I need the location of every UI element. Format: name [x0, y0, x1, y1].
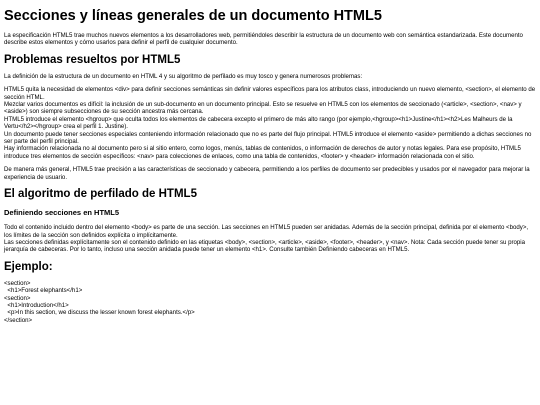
problem-line: Mezclar varios documentos es difícil: la inclusión de un sub-documento en un documento principal. Esto se resuelve en HTML5 con los elementos de seccionado (<article>, <section>, <nav> y <aside>) son siempre subsecciones de su sección ancestra más cercana. [4, 101, 522, 116]
subheading-defining-sections: Definiendo secciones en HTML5 [4, 208, 120, 218]
problem-line: HTML5 introduce el elemento <hgroup> que oculta todos los elementos de cabecera excepto el primero de más alto rango (por ejemplo,<hgroup><h1>Justine</h1><h2>Les Malheurs de la Vertu</h2></hgroup> crea el perfil 1. Justine). [4, 115, 513, 131]
section-heading-example: Ejemplo: [4, 260, 53, 273]
problems-list-paragraph [4, 86, 536, 160]
section-heading-problems: Problemas resueltos por HTML5 [4, 53, 181, 66]
code-line: <section> [4, 294, 31, 302]
code-line: </section> [4, 316, 33, 324]
code-line: <section> [4, 279, 31, 287]
problem-line: Un documento puede tener secciones especiales conteniendo información relacionado que no es parte del flujo principal. HTML5 introduce el elemento <aside> permitiendo a dichas secciones no ser parte del perfil principal. [4, 130, 532, 146]
section-heading-algorithm: El algoritmo de perfilado de HTML5 [4, 188, 197, 201]
code-line: <h1>Introduction</h1> [4, 301, 69, 309]
page-title: Secciones y líneas generales de un documento HTML5 [4, 8, 382, 24]
algorithm-paragraph [4, 224, 536, 254]
code-line: <h1>Forest elephants</h1> [4, 287, 83, 295]
problems-summary-paragraph: De manera más general, HTML5 trae precisión a las características de seccionado y cabecera, permitiendo a los perfiles de documento ser predecibles y usados por el navegador para mejorar la experiencia de usuario. [4, 166, 530, 181]
problem-line: Hay información relacionada no al documento pero si al sitio entero, como logos, menús, tablas de contenidos, o información de derechos de autor y notas legales. Para ese propósito, HTML5 introduce tres elementos de sección específicos: <nav> para colecciones de enlaces, como una tabla de contenidos, <footer> y <header> información relacionada con el sitio. [4, 145, 521, 160]
intro-paragraph: La especificación HTML5 trae muchos nuevos elementos a los desarrolladores web, permitiéndoles describir la estructura de un documento web con semántica estandarizada. Este documento describe estos elementos y cómo usarlos para definir el perfil de cualquier documento. [4, 32, 523, 47]
code-example [4, 280, 536, 324]
problems-intro-paragraph: La definición de la estructura de un documento en HTML 4 y su algoritmo de perfilado es muy tosco y genera numerosos problemas: [4, 72, 363, 80]
algorithm-line: Todo el contenido incluido dentro del elemento <body> es parte de una sección. Las secciones en HTML5 pueden ser anidadas. Además de la sección principal, definida por el elemento <body>, los límites de la sección son definidos explícita o implícitamente. [4, 224, 529, 239]
algorithm-line: Las secciones definidas explícitamente son el contenido definido en las etiquetas <body>, <section>, <article>, <aside>, <footer>, <header>, y <nav>. Nota: Cada sección puede tener su propia jerarquía de cabeceras. Por lo tanto, incluso una sección anidada puede tener un elemento <h1>. Consulte también Definiendo cabeceras en HTML5. [4, 238, 526, 254]
code-line: <p>In this section, we discuss the lesser known forest elephants.</p> [4, 309, 195, 317]
problem-line: HTML5 quita la necesidad de elementos <div> para definir secciones semánticas sin definir valores específicos para los atributos class, introduciendo un nuevo elemento, <section>, el elemento de sección HTML. [4, 86, 536, 101]
